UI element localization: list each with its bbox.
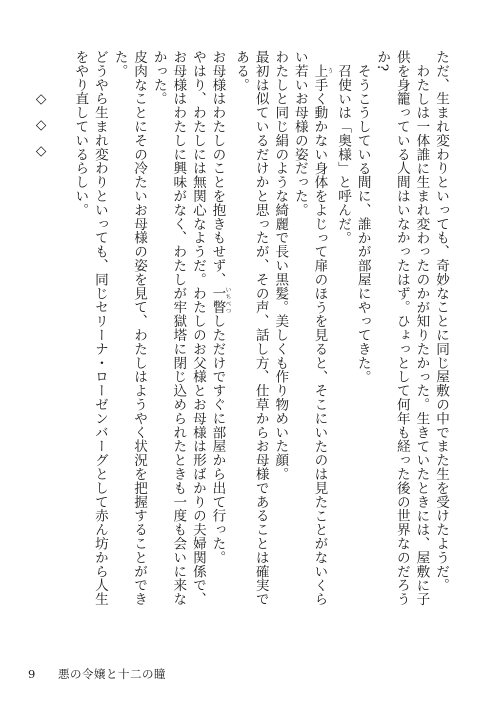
running-title: 悪の令嬢と十二の瞳 — [57, 667, 166, 681]
furigana: 一瞥いちべつ — [209, 286, 231, 315]
paragraph-3: そうこうしている間に、誰かが部屋にやってきた。 — [354, 63, 371, 384]
paragraph-4: 召使いは「奥様」と呼んだ。 — [335, 63, 352, 245]
paragraph-1: ただ、生まれ変わりといっても、奇妙なことに同じ屋敷の中でまた生を受けたようだ。 — [433, 50, 449, 593]
page-footer — [28, 666, 166, 682]
paragraph-8: お母様はわたしのことを抱きもせず、一瞥いちべつしただけですぐに部屋から出て行った。 — [209, 50, 231, 565]
blank-line — [50, 50, 70, 610]
vertical-text-body — [33, 50, 450, 610]
furigana-reading: う — [325, 63, 333, 78]
paragraph-6: わたしと同じ絹のような綺麗で長い黒髪。美しくも作り物めいた顔。 — [272, 50, 289, 481]
paragraph-2: わたしは一体誰に生まれ変わったのかが知りたかった。生きていたときには、屋敷に子供を身籠っている人間はいなかったはず。ひょっとして何年も経った後の世界なのだろうか? — [374, 50, 430, 606]
paragraph-7: 最初は似ているだけかと思ったが、その声、話し方、仕草からお母様であることは確実である。 — [233, 50, 269, 606]
furigana-reading: いちべつ — [223, 286, 231, 315]
page-number: 9 — [28, 667, 36, 681]
paragraph-11: どうやら生まれ変わりといっても、同じセリーナ・ローゼンバーグとして赤ん坊から人生をやり直しているらしい。 — [72, 50, 108, 606]
furigana: 上う — [311, 63, 333, 78]
paragraph-5: 上う手く動かない身体をよじって扉のほうを見ると、そこにいたのは見たことがないくらい若いお母様の姿だった。 — [291, 50, 333, 606]
section-break-ornament: ◇◇◇ — [33, 90, 50, 169]
paragraph-10: 皮肉なことにその冷たいお母様の姿を見て、わたしはようやく状況を把握することができた。 — [111, 50, 148, 606]
paragraph-9: やはり、わたしには無関心なようだ。わたしのお父様とお母様は形ばかりの夫婦関係で、お母様はわたしに興味がなく、わたしが牢獄塔に閉じ込められたときも一度も会いに来なかった。 — [150, 50, 206, 606]
